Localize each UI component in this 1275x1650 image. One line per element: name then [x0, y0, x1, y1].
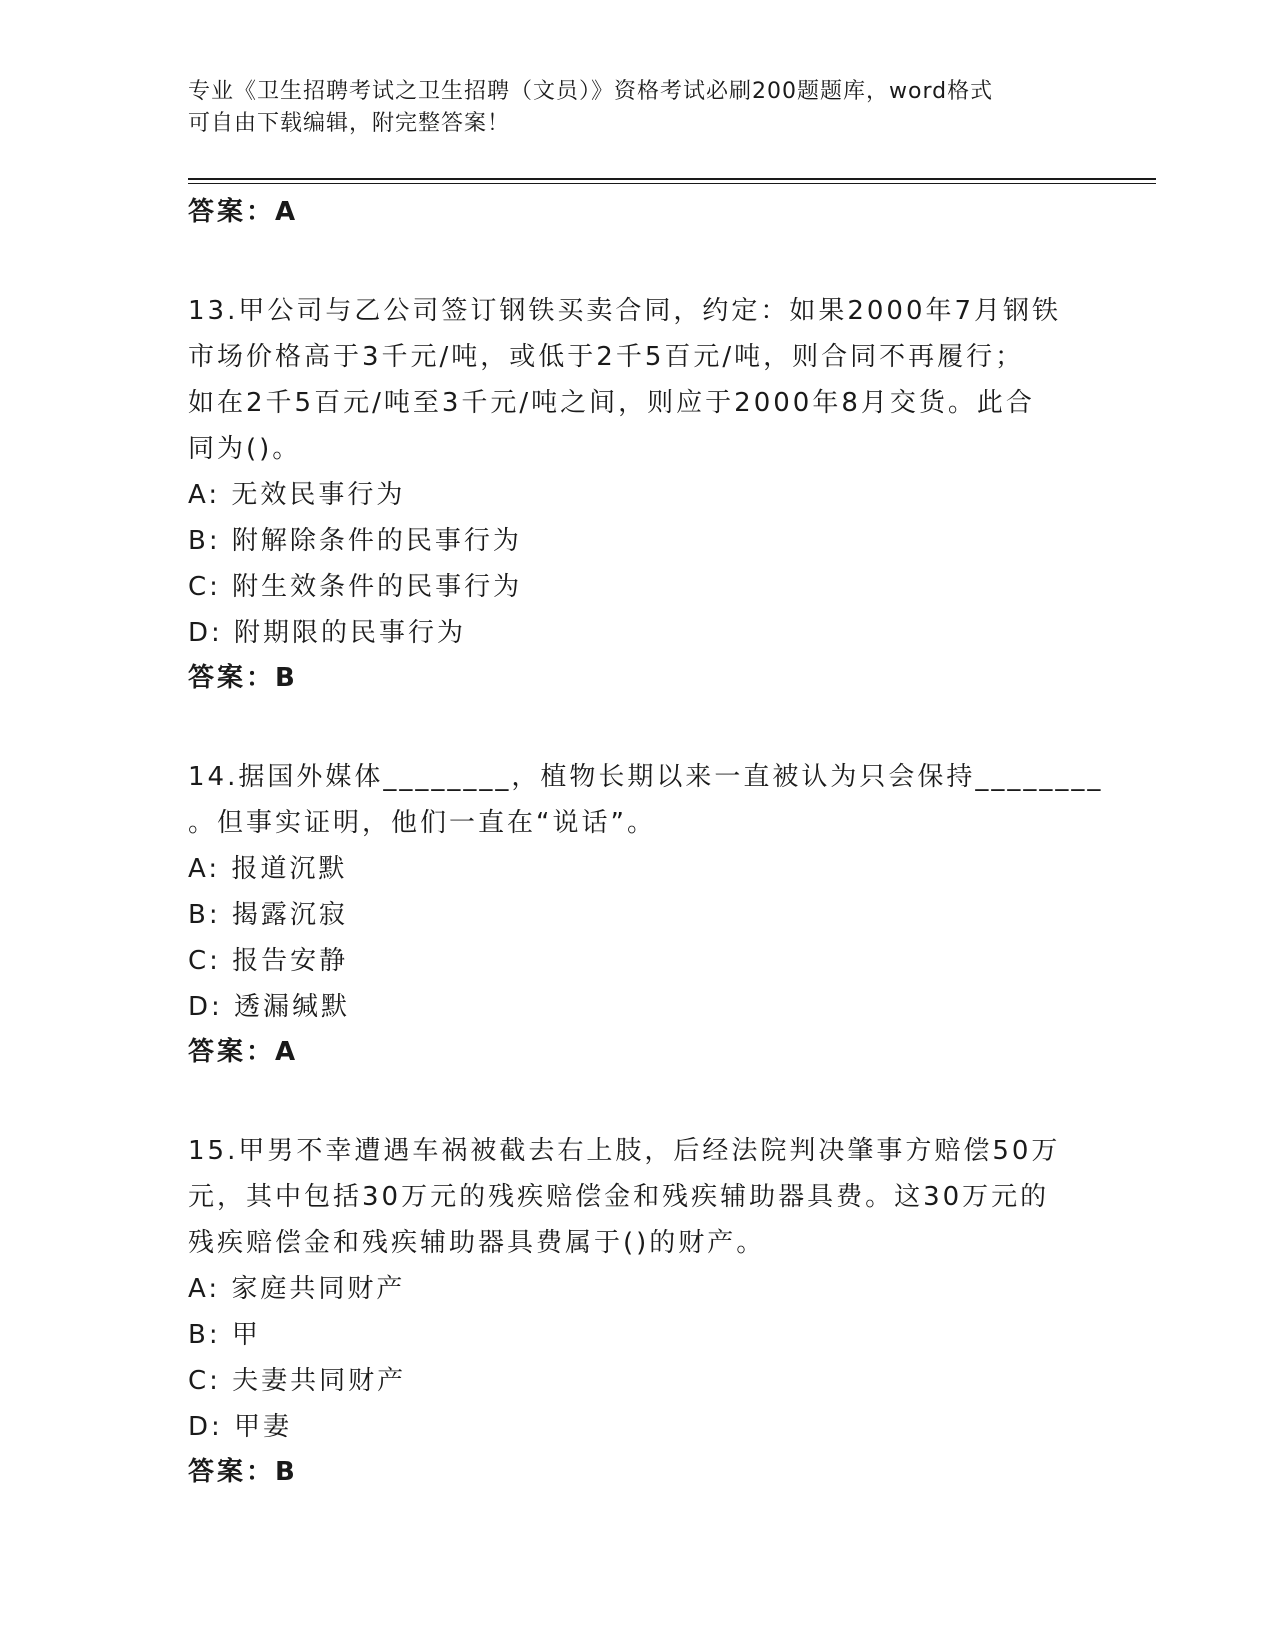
- previous-answer: 答案：A: [188, 197, 299, 227]
- option-d: D: 透漏缄默: [188, 992, 351, 1022]
- question-text-line: 市场价格高于3千元/吨，或低于2千5百元/吨，则合同不再履行；: [188, 342, 1025, 372]
- question-list: [188, 190, 1104, 1494]
- question-text-line: 13.甲公司与乙公司签订钢铁买卖合同，约定：如果2000年7月钢铁: [188, 296, 1062, 326]
- header-divider-thin: [188, 183, 1156, 184]
- question-text-line: 同为()。: [188, 434, 302, 464]
- answer: 答案：A: [188, 1037, 299, 1067]
- option-b: B: 附解除条件的民事行为: [188, 526, 522, 556]
- header-line-1: 专业《卫生招聘考试之卫生招聘（文员）》资格考试必刷200题题库，word格式: [188, 79, 994, 104]
- question-text-line: 。但事实证明，他们一直在“说话”。: [188, 808, 656, 838]
- option-c: C: 报告安静: [188, 946, 349, 976]
- question-13: [188, 288, 1088, 700]
- question-text-line: 如在2千5百元/吨至3千元/吨之间，则应于2000年8月交货。此合: [188, 388, 1035, 418]
- header-line-2: 可自由下载编辑，附完整答案！: [188, 111, 511, 136]
- question-text-line: 14.据国外媒体________，植物长期以来一直被认为只会保持________: [188, 762, 1104, 792]
- page-header: [188, 76, 1068, 140]
- question-text-line: 元，其中包括30万元的残疾赔偿金和残疾辅助器具费。这30万元的: [188, 1182, 1050, 1212]
- option-d: D: 附期限的民事行为: [188, 618, 467, 648]
- answer: 答案：B: [188, 1457, 298, 1487]
- question-15: [188, 1128, 1088, 1494]
- header-divider-thick: [188, 178, 1156, 180]
- option-c: C: 夫妻共同财产: [188, 1366, 407, 1396]
- option-b: B: 揭露沉寂: [188, 900, 348, 930]
- option-d: D: 甲妻: [188, 1412, 293, 1442]
- answer: 答案：B: [188, 663, 298, 693]
- question-text-line: 残疾赔偿金和残疾辅助器具费属于()的财产。: [188, 1228, 766, 1258]
- option-b: B: 甲: [188, 1320, 261, 1350]
- option-a: A: 无效民事行为: [188, 480, 406, 510]
- question-14: [188, 754, 1104, 1074]
- option-a: A: 家庭共同财产: [188, 1274, 406, 1304]
- option-c: C: 附生效条件的民事行为: [188, 572, 523, 602]
- question-text-line: 15.甲男不幸遭遇车祸被截去右上肢，后经法院判决肇事方赔偿50万: [188, 1136, 1061, 1166]
- option-a: A: 报道沉默: [188, 854, 348, 884]
